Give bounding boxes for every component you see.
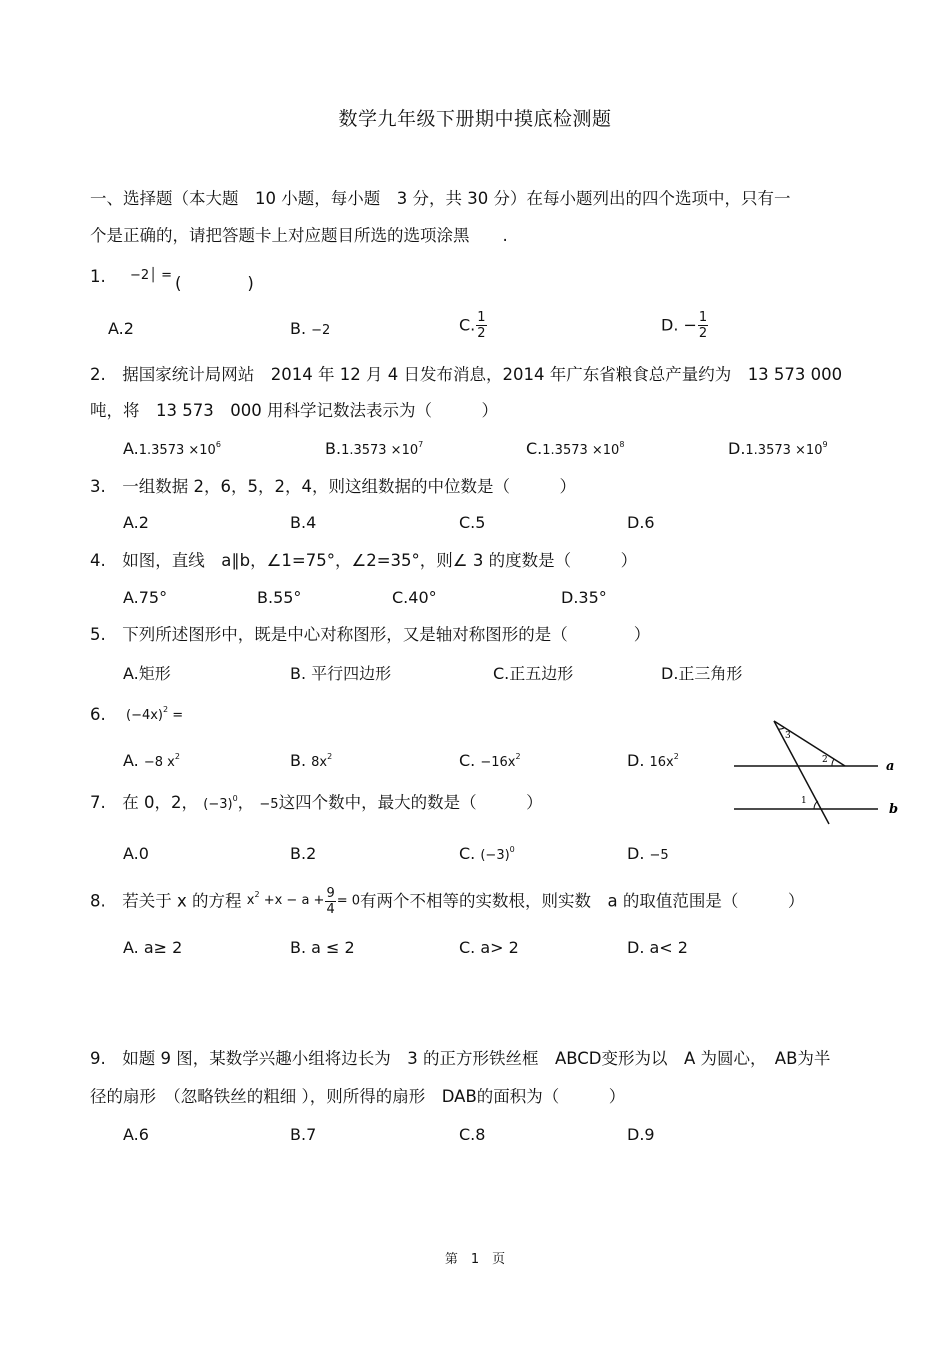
q5-option-b: B. 平行四边形 [290, 664, 392, 683]
q8-option-c: C. a> 2 [459, 938, 519, 957]
q6-expression: $(-4x)^2$ = [126, 705, 184, 723]
q8-option-d: D. a< 2 [627, 938, 688, 957]
q1-option-d: D. − $\frac{1}{2}$ [661, 310, 708, 341]
angle3-label: 3 [785, 731, 791, 741]
q1-option-c: C. $\frac{1}{2}$ [459, 310, 486, 341]
q7-option-a: A.0 [123, 844, 149, 863]
q9-option-c: C.8 [459, 1125, 486, 1144]
page-title: 数学九年级下册期中摸底检测题 [338, 108, 612, 130]
q3-option-a: A.2 [123, 513, 149, 532]
q1-expression: −2│ = [130, 268, 173, 283]
q3-text: 3. 一组数据 2，6，5，2，4，则这组数据的中位数是（ ） [90, 477, 576, 496]
parallel-lines-figure [728, 712, 908, 830]
q3-option-d: D.6 [627, 513, 655, 532]
q4-option-c: C.40° [392, 588, 437, 607]
q8-text: 8. 若关于 x 的方程 $x^2 +x - a$ + $\frac{9}{4}$ = 0有两个不相等的实数根，则实数 a 的取值范围是（ ） [90, 886, 805, 917]
angle1-label: 1 [801, 796, 807, 806]
q5-option-d: D.正三角形 [661, 664, 743, 683]
page-footer: 第 1 页 [444, 1252, 506, 1267]
q4-option-a: A.75° [123, 588, 168, 607]
q7-option-d: D. −5 [627, 844, 669, 863]
q9-text-line2: 径的扇形 （忽略铁丝的粗细 ），则所得的扇形 DAB的面积为（ ） [90, 1087, 626, 1106]
q6-option-d: D. $16x^2$ [627, 751, 679, 770]
q2-text-line1: 2. 据国家统计局网站 2014 年 12 月 4 日发布消息，2014 年广东省粮食总产量约为 13 573 000 [90, 365, 843, 384]
q7-text: 7. 在 0，2， $(-3)^0$， −5这四个数中，最大的数是（ ） [90, 793, 543, 812]
q1-option-b: B. −2 [290, 319, 331, 338]
q5-option-a: A.矩形 [123, 664, 171, 683]
q2-option-b: $B.1.3573 \times 10^7$ [325, 439, 424, 458]
q4-option-d: D.35° [561, 588, 607, 607]
section-instruction-line1: 一、选择题（本大题 10 小题，每小题 3 分，共 30 分）在每小题列出的四个选项中，只有一 [90, 189, 791, 208]
angle2-label: 2 [822, 755, 828, 765]
q6-number: 6. [90, 705, 106, 724]
label-a: a [886, 759, 895, 774]
q6-option-b: B. $8x^2$ [290, 751, 333, 770]
q8-option-b: B. a ≤ 2 [290, 938, 355, 957]
section-instruction-line2: 个是正确的，请把答题卡上对应题目所选的选项涂黑 . [90, 226, 508, 245]
q4-option-b: B.55° [257, 588, 302, 607]
q2-option-d: $D.1.3573 \times 10^9$ [728, 439, 828, 458]
q5-option-c: C.正五边形 [493, 664, 574, 683]
q2-option-c: $C.1.3573 \times 10^8$ [526, 439, 625, 458]
q2-option-a: $A.1.3573 \times 10^6$ [123, 439, 221, 458]
q1-option-a: A.2 [108, 319, 134, 338]
q9-option-b: B.7 [290, 1125, 317, 1144]
q9-option-a: A.6 [123, 1125, 149, 1144]
q2-text-line2: 吨，将 13 573 000 用科学记数法表示为（ ） [90, 401, 498, 420]
q1-number: 1. [90, 267, 106, 286]
q9-text-line1: 9. 如题 9 图，某数学兴趣小组将边长为 3 的正方形铁丝框 ABCD变形为以 A 为圆心， AB为半 [90, 1049, 831, 1068]
q1-answer-paren: ( ) [175, 274, 254, 293]
q8-option-a: A. a≥ 2 [123, 938, 183, 957]
q5-text: 5. 下列所述图形中，既是中心对称图形，又是轴对称图形的是（ ） [90, 625, 651, 644]
q6-option-c: C. $-16x^2$ [459, 751, 521, 770]
q6-option-a: A. −8 $x^2$ [123, 751, 180, 770]
angle3-arc [778, 728, 784, 729]
q3-option-c: C.5 [459, 513, 486, 532]
q7-option-c: C. $(-3)^0$ [459, 844, 515, 863]
q9-option-d: D.9 [627, 1125, 655, 1144]
q3-option-b: B.4 [290, 513, 317, 532]
angle2-arc [832, 759, 834, 766]
q4-text: 4. 如图，直线 a∥b，∠1=75°，∠2=35°，则∠ 3 的度数是（ ） [90, 551, 638, 570]
label-b: b [889, 802, 899, 817]
q7-option-b: B.2 [290, 844, 317, 863]
